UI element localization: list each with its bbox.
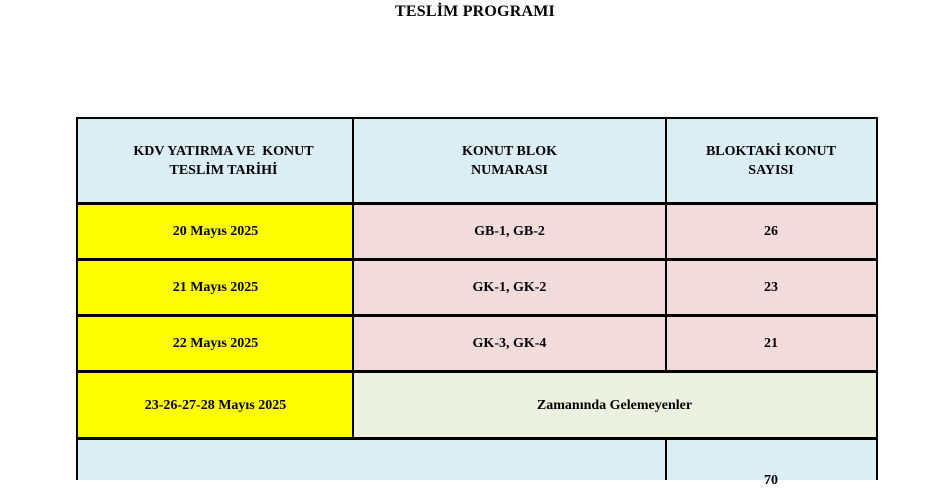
row-1-date: 20 Mayıs 2025: [78, 205, 353, 258]
total-row-value-cell: [666, 440, 876, 488]
border-row2-bottom: [76, 314, 877, 317]
row-2-blocks: GK-1, GK-2: [353, 261, 666, 314]
row-3-blocks: GK-3, GK-4: [353, 317, 666, 370]
header-date-line1: KDV YATIRMA VE KONUT: [133, 143, 314, 159]
header-count-line1: BLOKTAKİ KONUT: [705, 143, 837, 159]
border-col2-lower: [665, 437, 667, 480]
total-row-value: 70: [764, 473, 778, 488]
row-1-blocks: GB-1, GB-2: [353, 205, 666, 258]
header-count-cell: [666, 119, 876, 202]
row-2-count: 23: [666, 261, 876, 314]
border-col2-upper: [665, 117, 667, 373]
row-2-date: 21 Mayıs 2025: [78, 261, 353, 314]
late-row-note: Zamanında Gelemeyenler: [353, 373, 876, 437]
header-block-line1: KONUT BLOK: [461, 143, 558, 159]
row-1-count: 26: [666, 205, 876, 258]
border-header-bottom: [76, 202, 877, 205]
border-top: [76, 117, 877, 119]
header-block-cell: [353, 119, 666, 202]
border-right: [876, 117, 878, 480]
row-3-date: 22 Mayıs 2025: [78, 317, 353, 370]
header-date-line2: TESLİM TARİHİ: [169, 162, 278, 178]
total-row-label: [78, 440, 666, 480]
border-row1-bottom: [76, 258, 877, 261]
header-count-line2: SAYISI: [748, 162, 794, 178]
row-3-count: 21: [666, 317, 876, 370]
header-date-cell: [78, 119, 353, 202]
border-left: [76, 117, 78, 480]
border-col1: [352, 117, 354, 440]
page-title: TESLİM PROGRAMI: [395, 3, 555, 20]
border-late-bottom: [76, 437, 877, 440]
late-row-date: 23-26-27-28 Mayıs 2025: [78, 373, 353, 437]
header-block-line2: NUMARASI: [470, 162, 548, 178]
border-row3-bottom: [76, 370, 877, 373]
